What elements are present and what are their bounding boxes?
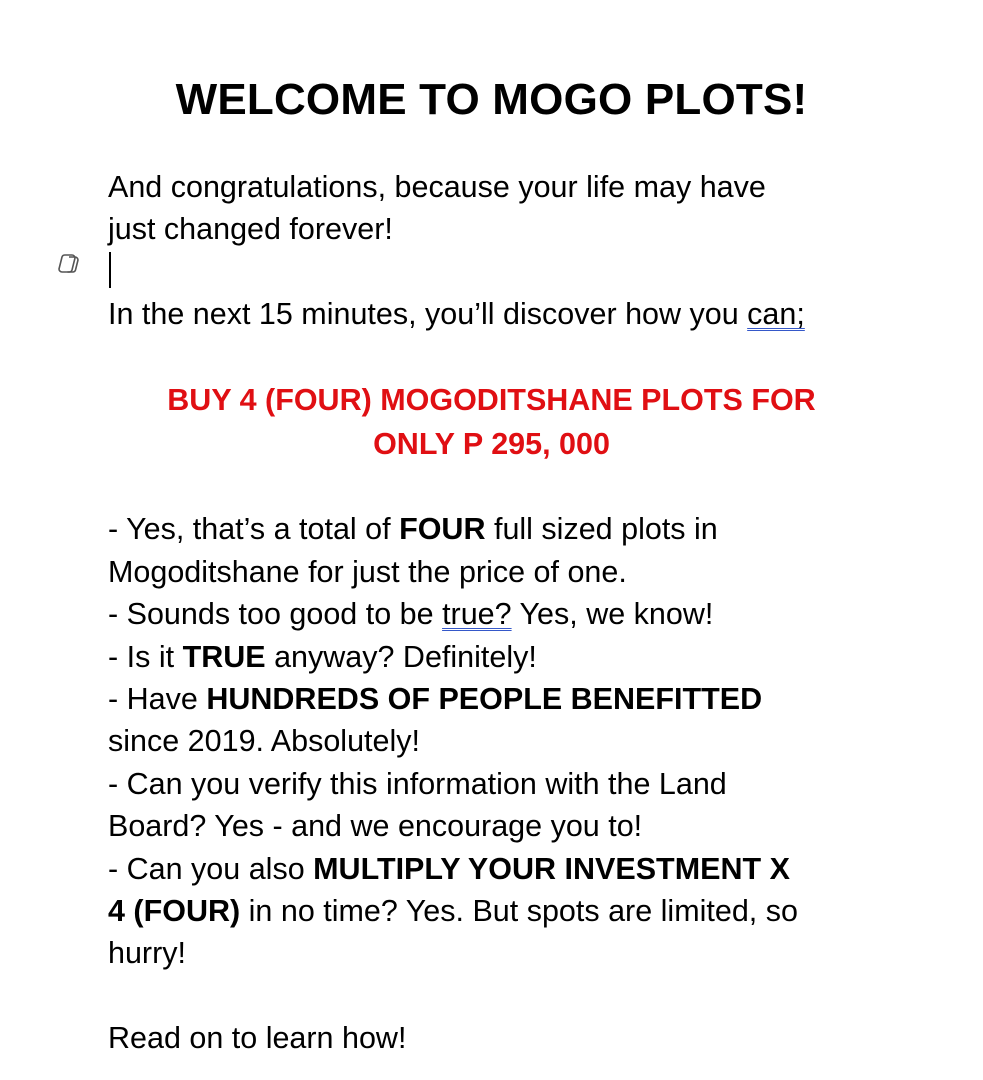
bullet-2 xyxy=(108,593,898,635)
grammar-flag-true[interactable]: true? xyxy=(442,597,512,632)
bullet-4-line-1 xyxy=(108,678,898,720)
bullet-2-text-end: Yes, we know! xyxy=(511,597,714,632)
intro-line-1: And congratulations, because your life may have xyxy=(108,170,766,204)
bullet-6-text: - Can you also xyxy=(108,851,314,886)
bullet-1-text-end: full sized plots in xyxy=(485,512,718,547)
bullet-3-bold: TRUE xyxy=(182,639,266,674)
blank-line xyxy=(108,975,898,1017)
bullet-3 xyxy=(108,636,898,678)
offer-line-2: ONLY P 295, 000 xyxy=(373,427,610,461)
bullet-6-bold-2: 4 (FOUR) xyxy=(108,894,241,929)
bullet-6-text-end: in no time? Yes. But spots are limited, so xyxy=(240,894,798,929)
offer-headline xyxy=(0,378,983,466)
cursor-line[interactable] xyxy=(108,251,898,293)
document-body[interactable] xyxy=(108,166,898,1060)
bullet-2-text: - Sounds too good to be xyxy=(108,597,443,632)
bullet-4-text: - Have xyxy=(108,682,207,717)
bullet-6-line-3: hurry! xyxy=(108,936,186,971)
bullet-1-line-2: Mogoditshane for just the price of one. xyxy=(108,554,627,589)
bullet-6-bold: MULTIPLY YOUR INVESTMENT X xyxy=(313,851,790,886)
intro-line-2: just changed forever! xyxy=(108,212,393,247)
bullet-1-line-1 xyxy=(108,508,898,550)
blank-line xyxy=(108,336,898,378)
bullet-6-line-2 xyxy=(108,890,898,932)
bullet-1-text: - Yes, that’s a total of xyxy=(108,512,400,547)
bullet-1-bold: FOUR xyxy=(399,512,486,547)
bullet-3-text: - Is it xyxy=(108,639,183,674)
bullet-4-bold: HUNDREDS OF PEOPLE BENEFITTED xyxy=(206,682,763,717)
offer-line-1: BUY 4 (FOUR) MOGODITSHANE PLOTS FOR xyxy=(167,383,816,417)
copilot-icon[interactable] xyxy=(56,252,82,276)
grammar-flag-can[interactable]: can; xyxy=(747,297,805,332)
blank-line xyxy=(108,466,898,508)
bullet-3-text-end: anyway? Definitely! xyxy=(265,639,537,674)
closing-line: Read on to learn how! xyxy=(108,1021,407,1056)
bullet-5-line-2: Board? Yes - and we encourage you to! xyxy=(108,809,643,844)
bullet-6-line-1 xyxy=(108,848,898,890)
discover-text: In the next 15 minutes, you’ll discover how you xyxy=(108,297,748,332)
text-cursor xyxy=(109,252,111,288)
discover-line xyxy=(108,293,898,335)
bullet-5-line-1: - Can you verify this information with the Land xyxy=(108,766,727,801)
bullet-4-line-2: since 2019. Absolutely! xyxy=(108,724,420,759)
document-title: WELCOME TO MOGO PLOTS! xyxy=(175,75,808,124)
